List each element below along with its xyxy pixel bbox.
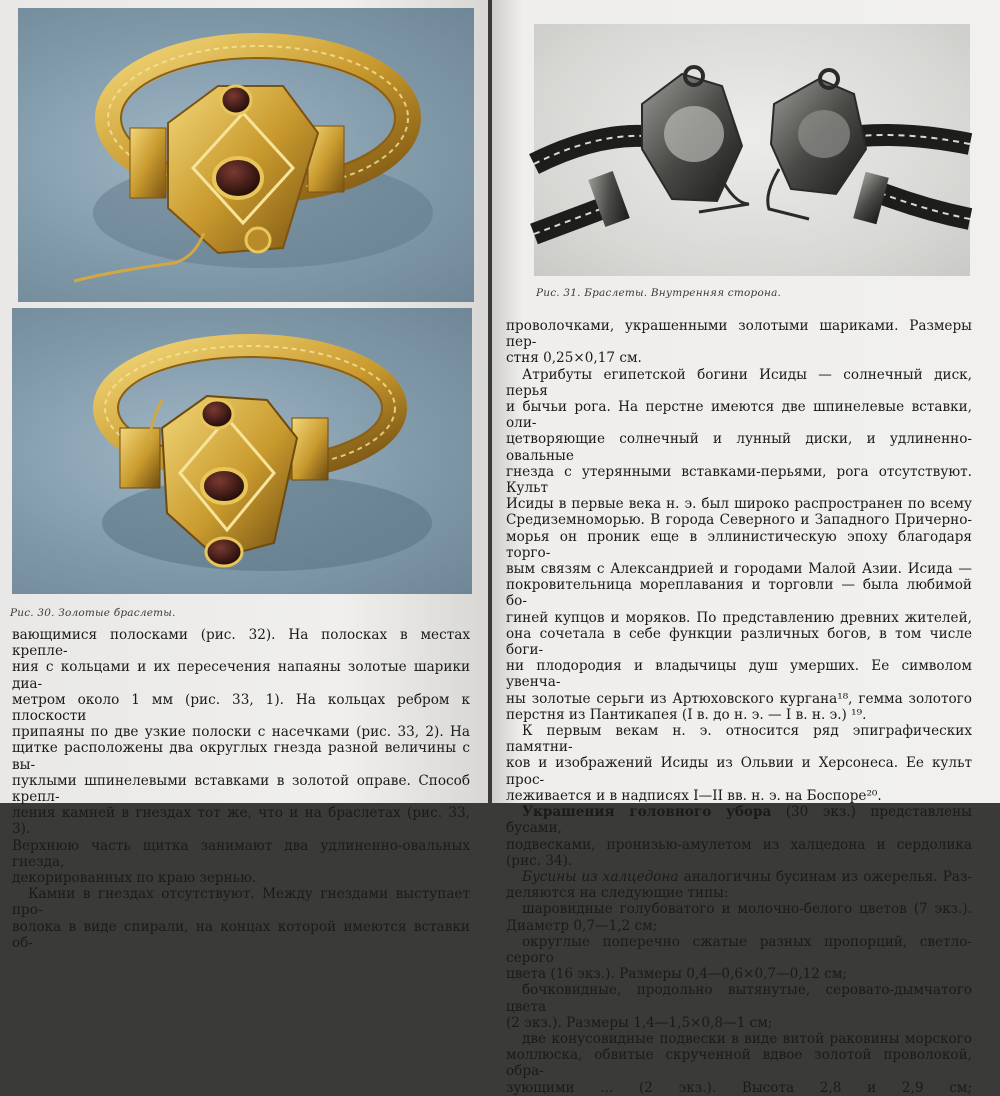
right-page — [492, 0, 1000, 1096]
text-line: шаровидные голубоватого и молочно-белого цветов (7 экз.). — [522, 901, 972, 918]
text-line: бочковидные, продольно вытянутые, серовато-дымчатого цвета — [506, 982, 972, 1015]
text-line: округлые поперечно сжатые разных пропорций, светло-серого — [506, 933, 972, 966]
text-line: Исиды в первые века н. э. был широко распространен по всему — [506, 496, 972, 513]
text-line: вым связям с Александрией и городами Малой Азии. Исида — — [506, 561, 972, 578]
text-line: морья он проник еще в эллинистическую эпоху благодаря торго- — [506, 528, 972, 561]
bracelets-inner-illustration — [534, 24, 970, 276]
figure-caption-30: Рис. 30. Золотые браслеты. — [10, 607, 176, 619]
text-line: (2 экз.). Размеры 1,4—1,5×0,8—1 см; — [506, 1014, 773, 1031]
text-line: ны золотые серьги из Артюховского кургана¹⁸, гемма золотого — [506, 690, 972, 707]
text-line: Диаметр 0,7—1,2 см; — [506, 917, 658, 934]
text-line: Средиземноморью. В города Северного и Западного Причерно- — [506, 512, 972, 529]
text-line: стня 0,25×0,17 см. — [506, 350, 642, 367]
text-line: зующими ... (2 экз.). Высота 2,8 и 2,9 см; — [506, 1079, 972, 1096]
text-line: щитке расположены два округлых гнезда разной величины с вы- — [12, 740, 470, 773]
right-body-text — [506, 318, 972, 1096]
text-line: метром около 1 мм (рис. 33, 1). На кольцах ребром к плоскости — [12, 691, 470, 725]
bracelet-illustration-top — [18, 8, 474, 302]
text-line: пуклыми шпинелевыми вставками в золотой оправе. Способ крепл- — [12, 772, 470, 806]
text-line: К первым векам н. э. относится ряд эпиграфических памятни- — [506, 723, 972, 756]
text-line: ни плодородия и владычицы душ умерших. Ее символом увенча- — [506, 658, 972, 691]
text-line: Камни в гнездах отсутствуют. Между гнездами выступает про- — [12, 886, 470, 919]
text-line: она сочетала в себе функции различных богов, в том числе боги- — [506, 625, 972, 659]
text-line — [506, 869, 972, 885]
text-line: леживается и в надписях I—II вв. н. э. на Боспоре²⁰. — [506, 787, 882, 804]
text-line: моллюска, обвитые скрученной вдвое золотой проволокой, обра- — [506, 1047, 972, 1080]
text-line: волока в виде спирали, на концах которой имеются вставки об- — [12, 918, 470, 951]
text-line: декорированных по краю зернью. — [12, 870, 257, 887]
bracelet-photo-top — [18, 8, 474, 302]
text-line: перстня из Пантикапея (I в. до н. э. — I в. н. э.) ¹⁹. — [506, 706, 867, 723]
text-span: аналогичны бусинам из ожерелья. Раз- — [678, 868, 972, 885]
text-line: Верхнюю часть щитка занимают два удлиненно-овальных гнезда, — [12, 837, 470, 870]
text-line: подвесками, пронизью-амулетом из халцедона и сердолика — [506, 836, 972, 853]
text-line: проволочками, украшенными золотыми шариками. Размеры пер- — [506, 318, 972, 351]
text-line — [506, 804, 972, 836]
text-line: деляются на следующие типы: — [506, 885, 729, 902]
left-body-text — [12, 627, 470, 951]
text-line: покровительница мореплавания и торговли — была любимой бо- — [506, 577, 972, 610]
text-line: вающимися полосками (рис. 32). На полосках в местах крепле- — [12, 627, 470, 660]
text-line: и бычьи рога. На перстне имеются две шпинелевые вставки, оли- — [506, 399, 972, 432]
text-span: (30 экз.) представлены бусами, — [506, 804, 972, 837]
text-line: (рис. 34). — [506, 852, 573, 869]
bracelet-illustration-bottom — [12, 308, 472, 594]
figure-caption-31: Рис. 31. Браслеты. Внутренняя сторона. — [536, 287, 782, 299]
heading-inline: Украшения головного убора — [522, 804, 772, 821]
text-line: Атрибуты египетской богини Исиды — солнечный диск, перья — [506, 366, 972, 399]
text-line: гиней купцов и моряков. По представлению древних жителей, — [506, 609, 972, 626]
text-line: гнезда с утерянными вставками-перьями, рога отсутствуют. Культ — [506, 463, 972, 497]
text-line: припаяны по две узкие полоски с насечками (рис. 33, 2). На — [12, 724, 470, 741]
text-line: цвета (16 экз.). Размеры 0,4—0,6×0,7—0,12 см; — [506, 966, 848, 983]
text-line: цетворяющие солнечный и лунный диски, и удлиненно-овальные — [506, 431, 972, 464]
bracelet-photo-bottom — [12, 308, 472, 594]
text-line: ния с кольцами и их пересечения напаяны золотые шарики диа- — [12, 659, 470, 692]
bracelets-inner-photo — [534, 24, 970, 276]
text-line: ления камней в гнездах тот же, что и на браслетах (рис. 33, 3). — [12, 805, 470, 838]
text-line: ков и изображений Исиды из Ольвии и Херсонеса. Ее культ прос- — [506, 755, 972, 788]
heading-inline: Бусины из халцедона — [522, 868, 679, 885]
left-page — [0, 0, 488, 951]
text-line: две конусовидные подвески в виде витой раковины морского — [522, 1030, 972, 1047]
